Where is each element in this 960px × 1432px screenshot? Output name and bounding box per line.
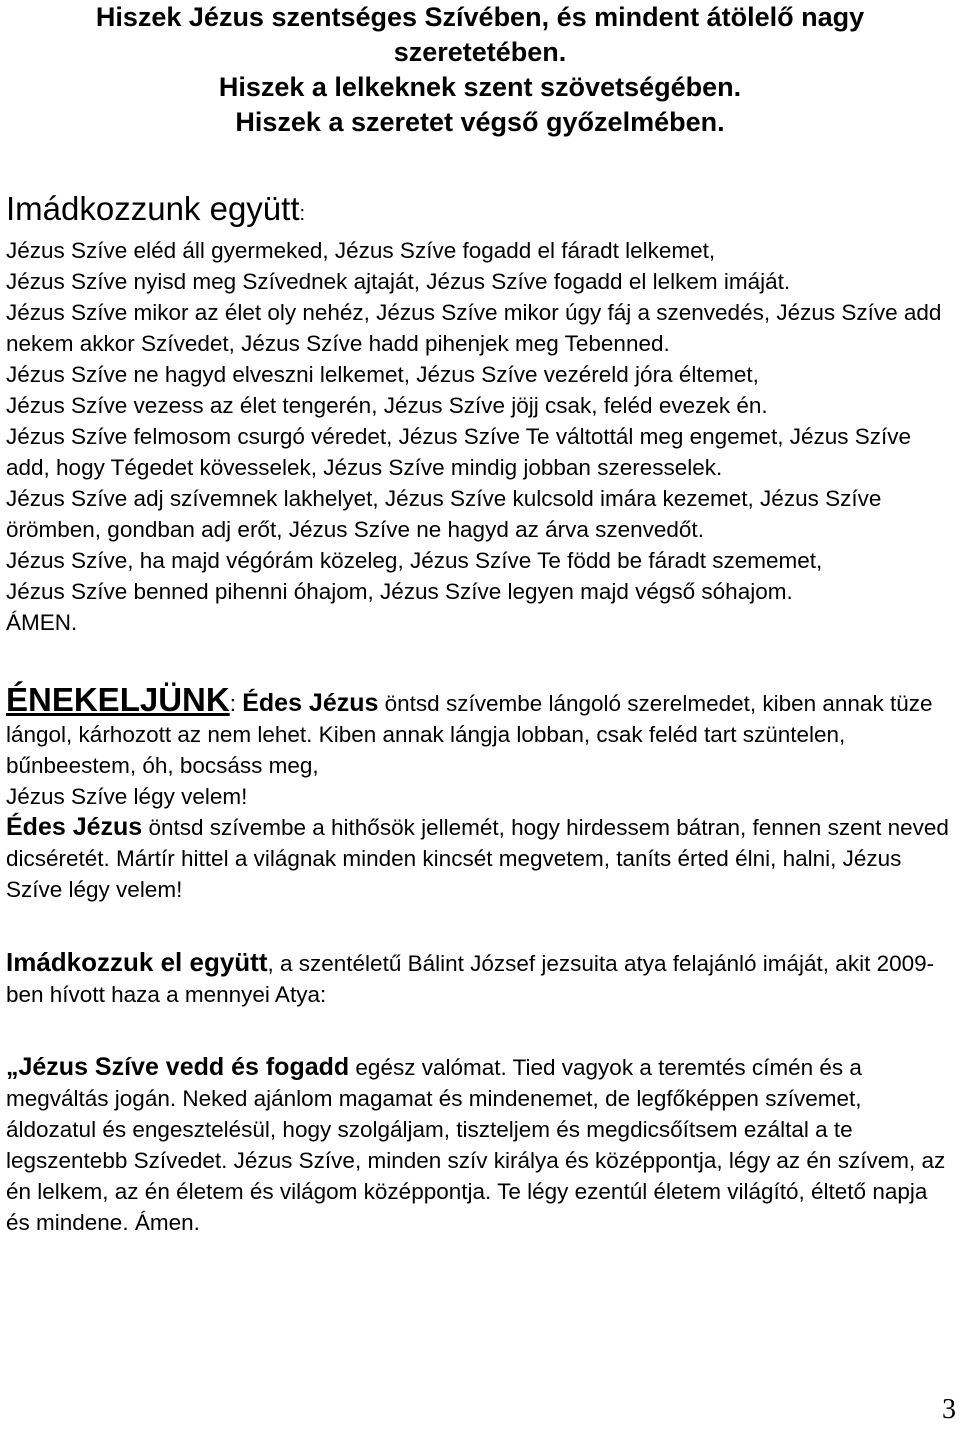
- offering-lead: Imádkozzuk el együtt: [6, 947, 268, 977]
- song-verse-2-lead: Édes Jézus: [6, 813, 143, 841]
- offering-prayer-rest: egész valómat. Tied vagyok a teremtés címén és a megváltás jogán. Neked ajánlom magamat és mindenemet, de legfőképpen szívemet, áldozatul és engesztelésül, hogy szolgáljam, tiszteljem és megdicsőítsem ezáltal a te legszentebb Szívedet. Jézus Szíve, minden szív királya és középpontja, légy az én szívem, az én lelkem, az én életem és világom középpontja. Te légy ezentúl életem világító, éltető napja és mindene. Ámen.: [6, 1055, 946, 1235]
- song-verse-2-text: öntsd szívembe a hithősök jellemét, hogy hirdessem bátran, fennen szent neved dicséretét. Mártír hittel a világnak minden kincsét megvetem, taníts érted élni, halni, Jézus Szíve légy velem!: [6, 815, 949, 902]
- offering-intro-text: [6, 947, 954, 1010]
- creed-heading: [6, 0, 954, 140]
- prayer-amen: ÁMEN.: [6, 610, 78, 635]
- document-page: [6, 0, 954, 1238]
- prayer-title-text: Imádkozzunk együtt: [6, 190, 300, 227]
- prayer-line: Jézus Szíve, ha majd végórám közeleg, Jézus Szíve Te född be fáradt szememet,: [6, 548, 823, 573]
- creed-line-1: Hiszek Jézus szentséges Szívében, és mindent átölelő nagy szeretetében.: [95, 2, 865, 67]
- song-verse-1-lead: Édes Jézus: [242, 689, 379, 717]
- prayer-line: Jézus Szíve ne hagyd elveszni lelkemet, Jézus Szíve vezéreld jóra éltemet,: [6, 362, 759, 387]
- prayer-line: Jézus Szíve vezess az élet tengerén, Jézus Szíve jöjj csak, feléd evezek én.: [6, 393, 768, 418]
- song-label: ÉNEKELJÜNK: [6, 681, 230, 718]
- prayer-line: Jézus Szíve nyisd meg Szívednek ajtaját, Jézus Szíve fogadd el lelkem imáját.: [6, 269, 791, 294]
- creed-line-3: Hiszek a szeretet végső győzelmében.: [235, 107, 725, 137]
- song-verse-1-end: Jézus Szíve légy velem!: [6, 784, 248, 809]
- prayer-line: Jézus Szíve eléd áll gyermeked, Jézus Szíve fogadd el fáradt lelkemet,: [6, 238, 716, 263]
- offering-intro: [6, 947, 954, 1010]
- song-verse-1-text: öntsd szívembe lángoló szerelmedet, kiben annak tüze lángol, kárhozott az nem lehet. Kiben annak lángja lobban, csak feléd tart szüntelen, bűnbeestem, óh, bocsáss meg,: [6, 691, 933, 778]
- song-verse-1: [6, 681, 954, 781]
- page-number: 3: [942, 1394, 956, 1425]
- prayer-line: Jézus Szíve benned pihenni óhajom, Jézus Szíve legyen majd végső sóhajom.: [6, 579, 793, 604]
- offering-rest: , a szentéletű Bálint József jezsuita atya felajánló imáját, akit 2009-ben hívott haza a mennyei Atya:: [6, 951, 935, 1007]
- prayer-line: Jézus Szíve felmosom csurgó véredet, Jézus Szíve Te váltottál meg engemet, Jézus Szíve add, hogy Tégedet kövesselek, Jézus Szíve mindig jobban szeresselek.: [6, 424, 911, 480]
- offering-prayer-lead: „Jézus Szíve vedd és fogadd: [6, 1053, 350, 1081]
- creed-line-2: Hiszek a lelkeknek szent szövetségében.: [218, 72, 742, 102]
- prayer-line: Jézus Szíve adj szívemnek lakhelyet, Jézus Szíve kulcsold imára kezemet, Jézus Szíve örömben, gondban adj erőt, Jézus Szíve ne hagyd az árva szenvedőt.: [6, 486, 882, 542]
- prayer-title-colon: :: [299, 203, 306, 225]
- prayer-title: [6, 188, 954, 235]
- offering-prayer-text: [6, 1052, 954, 1238]
- prayer-line: Jézus Szíve mikor az élet oly nehéz, Jézus Szíve mikor úgy fáj a szenvedés, Jézus Szíve add nekem akkor Szívedet, Jézus Szíve hadd pihenjek meg Tebenned.: [6, 300, 942, 356]
- song-verse-2: [6, 812, 954, 905]
- prayer-body: [6, 235, 954, 638]
- song-colon: :: [229, 691, 243, 716]
- offering-prayer: [6, 1052, 954, 1238]
- song-section: [6, 681, 954, 905]
